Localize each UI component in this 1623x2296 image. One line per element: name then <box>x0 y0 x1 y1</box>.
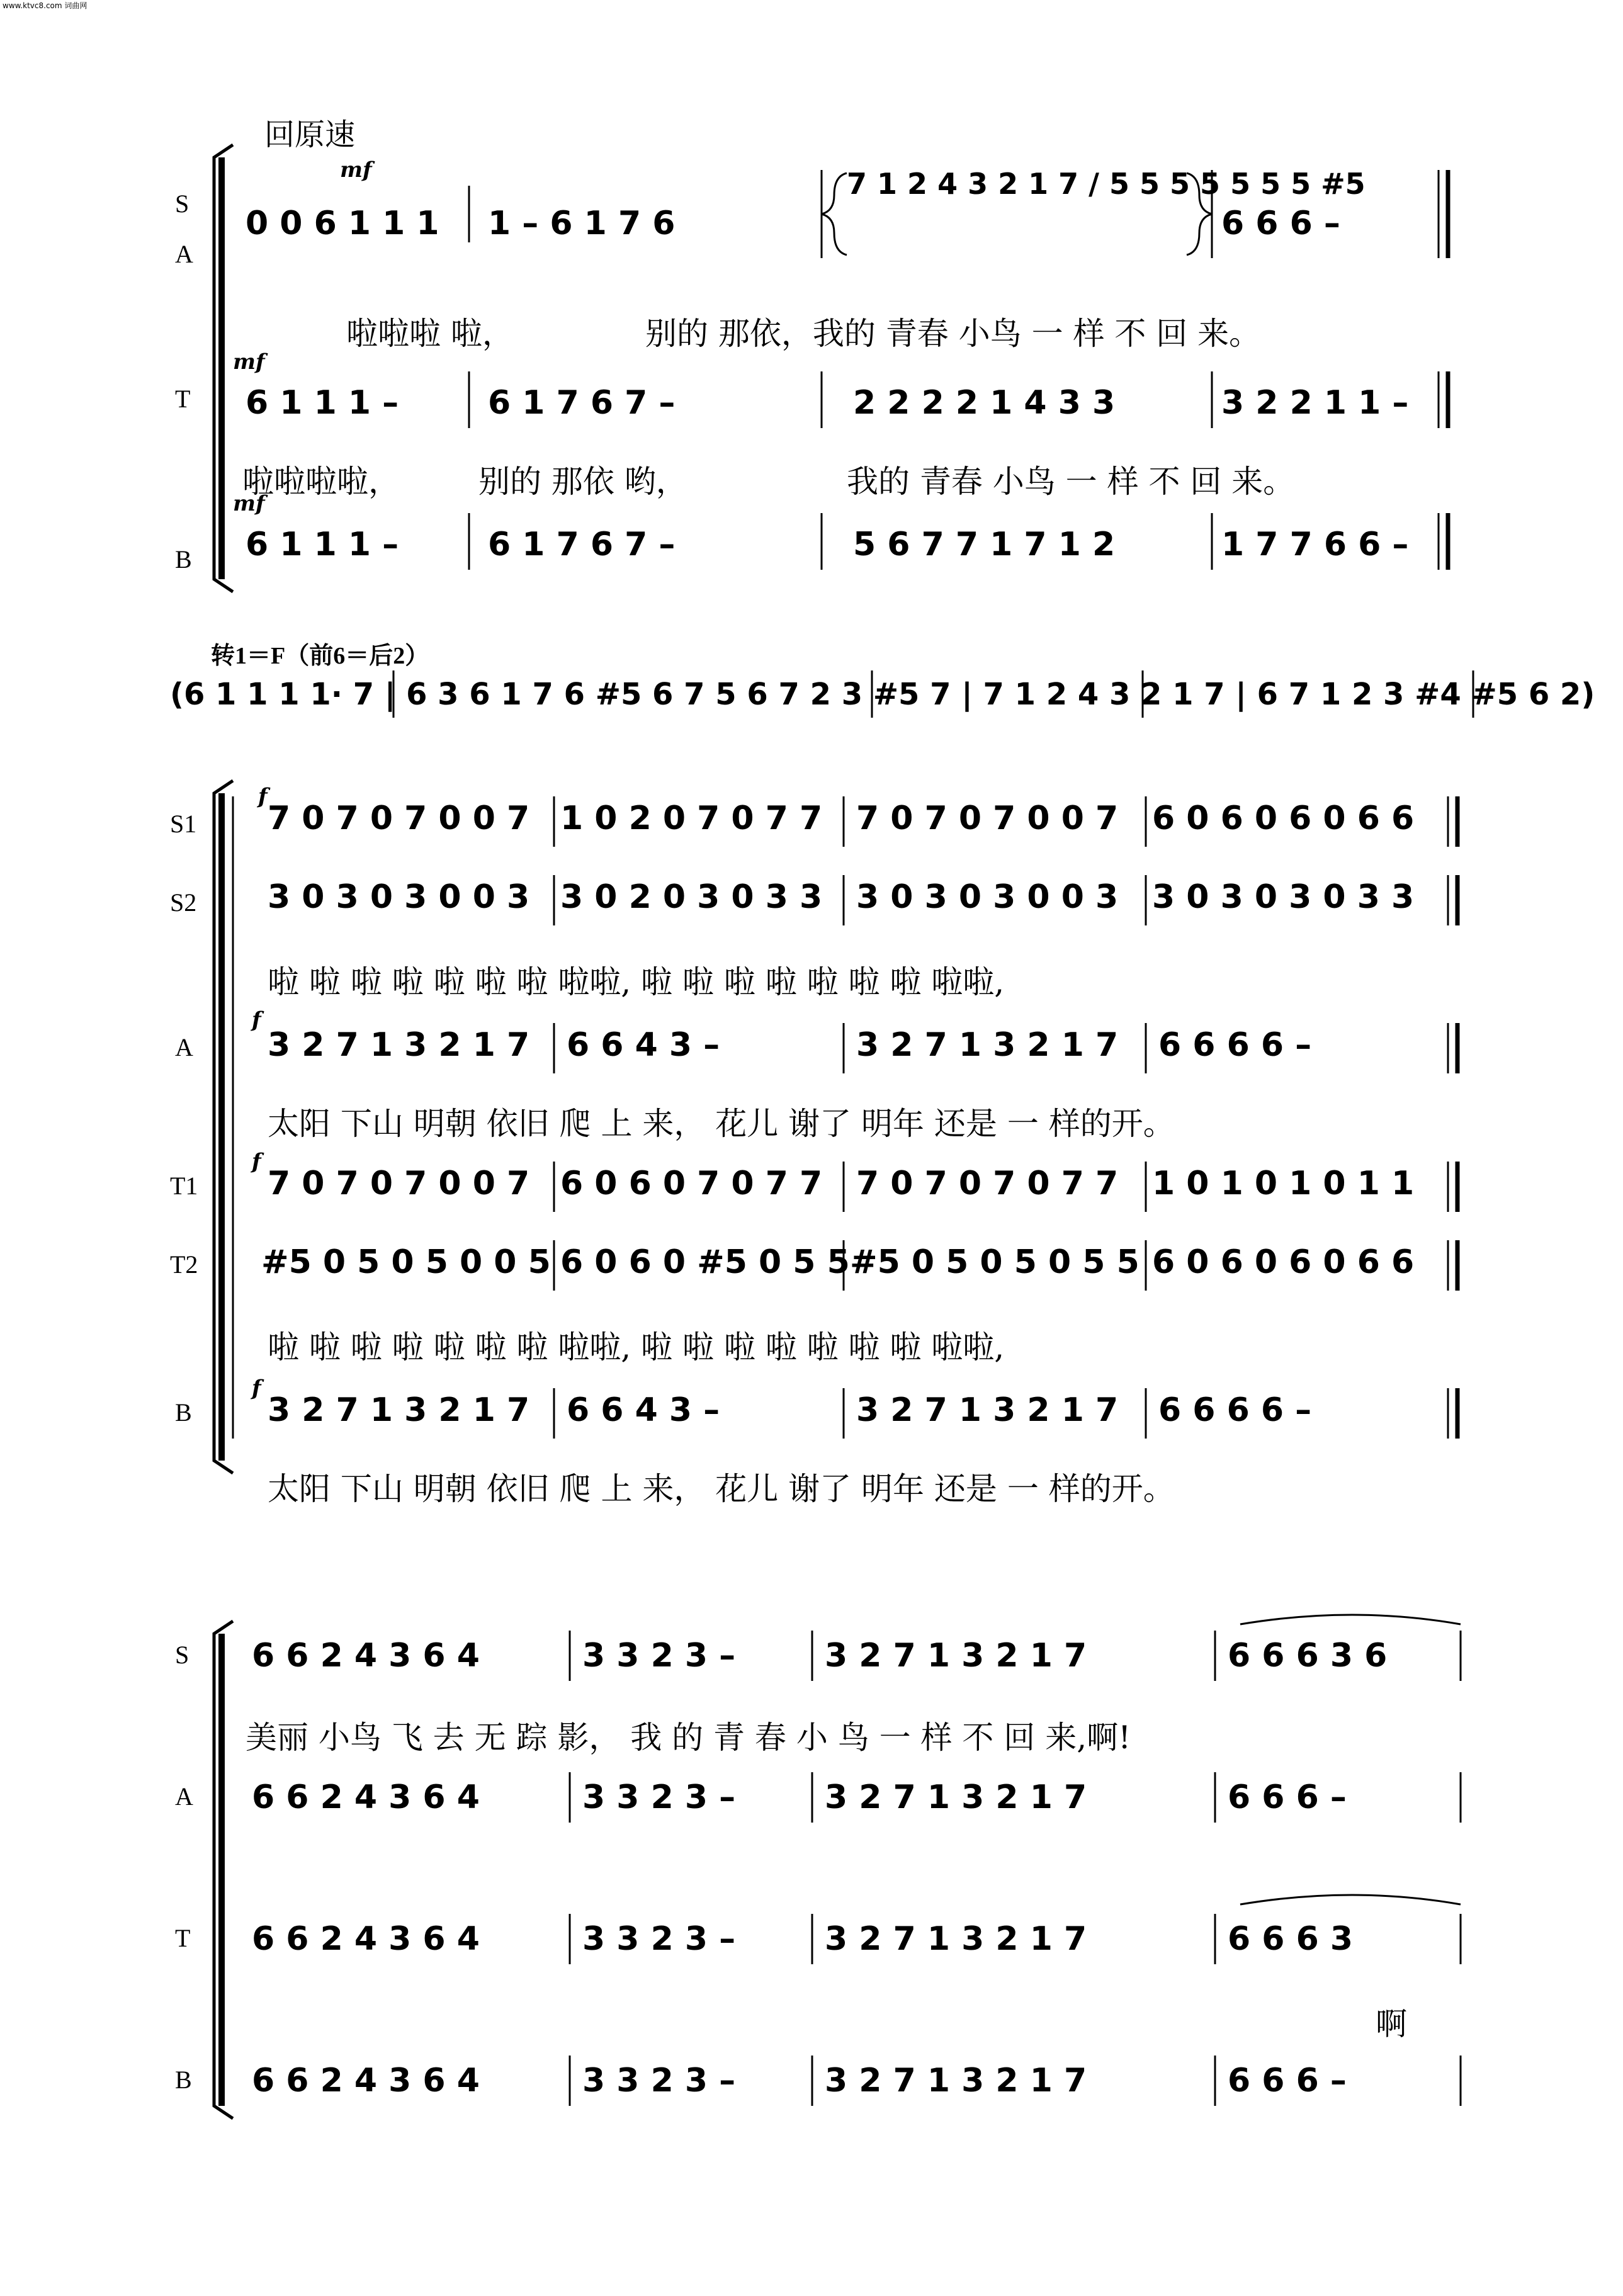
s1-lyric-t-3: 我的 青春 小鸟 一 样 不 回 来。 <box>847 463 1295 500</box>
s2-t2-m4: 6 0 6 0 6 0 6 6 <box>1152 1243 1415 1281</box>
s2-row-b <box>0 1391 1623 1435</box>
s2-t1-m3: 7 0 7 0 7 0 7 7 <box>856 1165 1119 1202</box>
tempo-mark: 回原速 <box>264 118 356 152</box>
label-s2: S2 <box>170 888 197 917</box>
s1-row-b <box>0 526 1623 570</box>
s2-s2-m2: 3 0 2 0 3 0 3 3 <box>560 878 823 916</box>
s2-s1-m3: 7 0 7 0 7 0 0 7 <box>856 800 1119 837</box>
s3-b-m2: 3 3 2 3 – <box>582 2062 736 2100</box>
s3-s-m4: 6 6 6 3 6 <box>1228 1637 1388 1675</box>
s2-lyric-sun-2 <box>0 1464 1623 1508</box>
s3-b-m4: 6 6 6 – <box>1228 2062 1347 2100</box>
s2-row-t1 <box>0 1165 1623 1209</box>
s1-lyric-sa-2: 别的 那依，我的 青春 小鸟 一 样 不 回 来。 <box>645 315 1261 352</box>
s3-a-m4: 6 6 6 – <box>1228 1779 1347 1816</box>
s2-row-a <box>0 1026 1623 1070</box>
s3-s-m2: 3 3 2 3 – <box>582 1637 736 1675</box>
s2-t2-m1: #5 0 5 0 5 0 0 5 <box>261 1243 551 1281</box>
dynamic-f-t1: f <box>252 1149 261 1174</box>
label-a3: A <box>175 1782 193 1811</box>
s2-b-m2: 6 6 4 3 – <box>567 1391 720 1429</box>
s3-a-m3: 3 2 7 1 3 2 1 7 <box>825 1779 1087 1816</box>
s1-t-m3: 2 2 2 2 1 4 3 3 <box>853 384 1116 422</box>
s1-t-m2: 6 1 7 6 7 – <box>488 384 676 422</box>
label-b3: B <box>175 2066 192 2094</box>
s2-s1-m2: 1 0 2 0 7 0 7 7 <box>560 800 823 837</box>
label-s: S <box>175 189 189 218</box>
s3-lyric-t-text: 啊 <box>1376 2006 1407 2042</box>
s1-lyric-sa-1: 啦啦啦 啦， <box>346 315 514 352</box>
interlude: (6 1 1 1 1· 7 | 6 3 6 1 7 6 #5 6 7 5 6 7 2 3 #5 7 | 7 1 2 4 3 2 1 7 | 6 7 1 2 3 #4 #5 6 2) <box>170 677 1595 712</box>
dynamic-mf-t: mf <box>233 349 265 375</box>
label-t1: T1 <box>170 1172 198 1200</box>
s2-b-m4: 6 6 6 6 – <box>1158 1391 1312 1429</box>
label-t: T <box>175 385 191 413</box>
label-a2: A <box>175 1033 193 1061</box>
dynamic-f-b: f <box>252 1376 261 1401</box>
s3-b-m3: 3 2 7 1 3 2 1 7 <box>825 2062 1087 2100</box>
dynamic-mf: mf <box>340 157 372 183</box>
s3-t-m2: 3 3 2 3 – <box>582 1920 736 1958</box>
label-t2: T2 <box>170 1250 198 1279</box>
s2-t2-m3: #5 0 5 0 5 0 5 5 <box>850 1243 1139 1281</box>
s3-row-a <box>0 1779 1623 1823</box>
s2-t2-m2: 6 0 6 0 #5 0 5 5 <box>560 1243 850 1281</box>
s3-s-m1: 6 6 2 4 3 6 4 <box>252 1637 480 1675</box>
s2-b-m3: 3 2 7 1 3 2 1 7 <box>856 1391 1119 1429</box>
dynamic-f-a: f <box>252 1007 261 1032</box>
dynamic-mf-b: mf <box>233 491 265 516</box>
s3-t-m1: 6 6 2 4 3 6 4 <box>252 1920 480 1958</box>
s2-s1-m1: 7 0 7 0 7 0 0 7 <box>268 800 530 837</box>
s1-lyric-sa <box>0 308 1623 353</box>
s2-lyric-la-1 <box>0 957 1623 1001</box>
s3-t-m3: 3 2 7 1 3 2 1 7 <box>825 1920 1087 1958</box>
s2-a-m2: 6 6 4 3 – <box>567 1026 720 1064</box>
s1-sa-m3: 7 1 2 4 3 2 1 7 / 5 5 5 5 5 5 5 #5 <box>847 167 1366 201</box>
interlude-row <box>0 677 1623 721</box>
s2-s2-m3: 3 0 3 0 3 0 0 3 <box>856 878 1119 916</box>
s2-lyric-la-2-text: 啦 啦 啦 啦 啦 啦 啦 啦啦, 啦 啦 啦 啦 啦 啦 啦 啦啦, <box>268 1329 1005 1366</box>
label-s1: S1 <box>170 810 197 838</box>
s2-a-m3: 3 2 7 1 3 2 1 7 <box>856 1026 1119 1064</box>
s1-lyric-t-1: 啦啦啦啦， <box>242 463 400 500</box>
s1-lyric-t-2: 别的 那依 哟， <box>478 463 687 500</box>
s1-b-m3: 5 6 7 7 1 7 1 2 <box>853 526 1116 563</box>
s1-row-t <box>0 384 1623 428</box>
s2-a-m1: 3 2 7 1 3 2 1 7 <box>268 1026 530 1064</box>
s2-lyric-la-2 <box>0 1322 1623 1366</box>
s3-row-t <box>0 1920 1623 1964</box>
s1-b-m1: 6 1 1 1 – <box>246 526 399 563</box>
s3-a-m2: 3 3 2 3 – <box>582 1779 736 1816</box>
s2-lyric-sun-1-text: 太阳 下山 明朝 依旧 爬 上 来， 花儿 谢了 明年 还是 一 样的开。 <box>268 1106 1175 1142</box>
label-b: B <box>175 545 192 574</box>
s1-sa-m1: 0 0 6 1 1 1 <box>246 205 439 242</box>
s3-t-m4: 6 6 6 3 <box>1228 1920 1354 1958</box>
label-b2: B <box>175 1398 192 1427</box>
s3-lyric-s <box>0 1712 1623 1756</box>
dynamic-f-s1: f <box>258 784 268 809</box>
s2-b-m1: 3 2 7 1 3 2 1 7 <box>268 1391 530 1429</box>
s1-b-m4: 1 7 7 6 6 – <box>1221 526 1409 563</box>
s2-s2-m1: 3 0 3 0 3 0 0 3 <box>268 878 530 916</box>
s2-lyric-la-1-text: 啦 啦 啦 啦 啦 啦 啦 啦啦, 啦 啦 啦 啦 啦 啦 啦 啦啦, <box>268 964 1005 1000</box>
s2-row-s2 <box>0 878 1623 922</box>
s2-t1-m1: 7 0 7 0 7 0 0 7 <box>268 1165 530 1202</box>
s3-lyric-s-text: 美丽 小鸟 飞 去 无 踪 影， 我 的 青 春 小 鸟 一 样 不 回 来,啊! <box>246 1719 1131 1756</box>
s3-row-s <box>0 1637 1623 1681</box>
label-t3: T <box>175 1924 191 1952</box>
s2-t1-m2: 6 0 6 0 7 0 7 7 <box>560 1165 823 1202</box>
modulation-mark: 转1＝F（前6＝后2） <box>211 643 429 669</box>
s1-lyric-t <box>0 456 1623 500</box>
s3-a-m1: 6 6 2 4 3 6 4 <box>252 1779 480 1816</box>
s2-s2-m4: 3 0 3 0 3 0 3 3 <box>1152 878 1415 916</box>
s2-s1-m4: 6 0 6 0 6 0 6 6 <box>1152 800 1415 837</box>
s2-lyric-sun-1 <box>0 1099 1623 1143</box>
s3-lyric-t <box>0 1999 1623 2043</box>
s3-b-m1: 6 6 2 4 3 6 4 <box>252 2062 480 2100</box>
s2-row-t2 <box>0 1243 1623 1287</box>
s2-row-s1 <box>0 800 1623 844</box>
s2-a-m4: 6 6 6 6 – <box>1158 1026 1312 1064</box>
s1-b-m2: 6 1 7 6 7 – <box>488 526 676 563</box>
s1-sa-m4: 6 6 6 – <box>1221 205 1340 242</box>
s1-t-m4: 3 2 2 1 1 – <box>1221 384 1409 422</box>
s3-row-b <box>0 2062 1623 2106</box>
s2-t1-m4: 1 0 1 0 1 0 1 1 <box>1152 1165 1415 1202</box>
s1-t-m1: 6 1 1 1 – <box>246 384 399 422</box>
s3-s-m3: 3 2 7 1 3 2 1 7 <box>825 1637 1087 1675</box>
s2-lyric-sun-2-text: 太阳 下山 明朝 依旧 爬 上 来， 花儿 谢了 明年 还是 一 样的开。 <box>268 1471 1175 1507</box>
s1-sa-m2: 1 – 6 1 7 6 <box>488 205 676 242</box>
label-s3: S <box>175 1641 189 1669</box>
site-watermark: www.ktvc8.com 词曲网 <box>3 1 88 10</box>
label-a: A <box>175 240 193 268</box>
